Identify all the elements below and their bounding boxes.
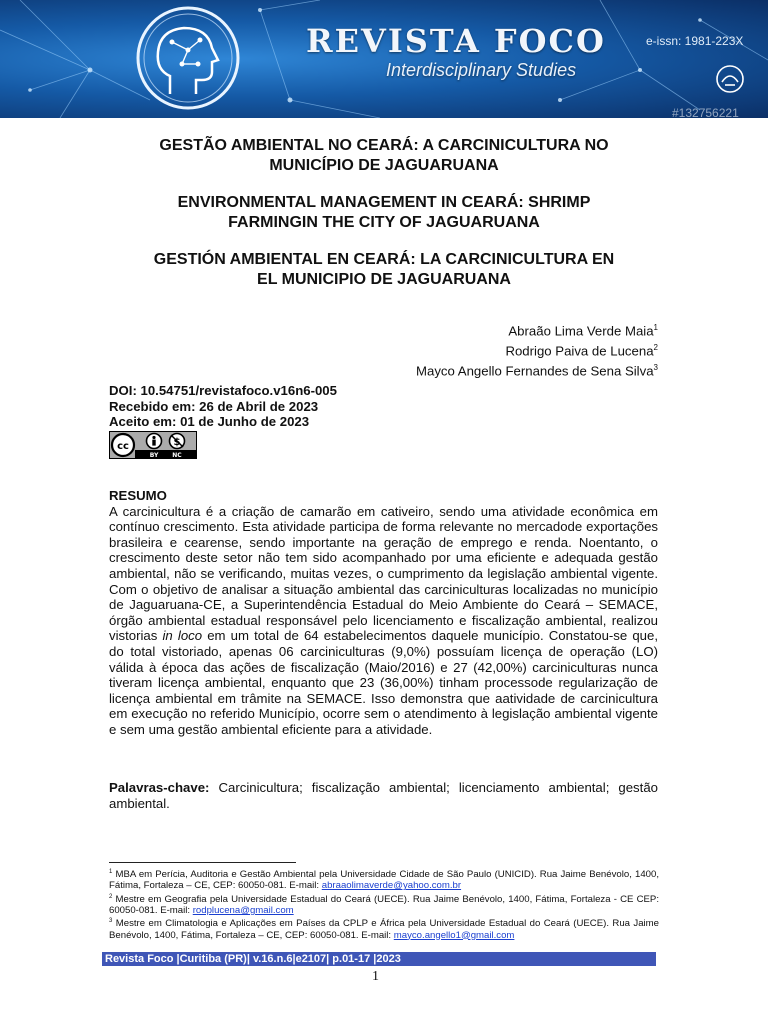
- license-nc-label: NC: [172, 452, 182, 459]
- title-spanish: [108, 250, 660, 290]
- svg-text:$: $: [173, 437, 181, 448]
- email-link-1[interactable]: abraaolimaverde@yahoo.com.br: [321, 880, 462, 892]
- title-es-line2: EL MUNICIPIO DE JAGUARUANA: [257, 271, 511, 288]
- title-es-line1: GESTIÓN AMBIENTAL EN CEARÁ: LA CARCINICULTURA EN: [153, 251, 615, 268]
- article-info: [109, 383, 337, 430]
- received-date: Recebido em: 26 de Abril de 2023: [109, 398, 319, 414]
- abstract-heading: RESUMO: [109, 488, 167, 503]
- author-3: Mayco Angello Fernandes de Sena Silva$^3$: [416, 362, 658, 379]
- abstract-text: A carcinicultura é a criação de camarão em cativeiro, sendo uma atividade econômica em contínuo crescimento. Esta atividade participa de forma relevante no mercadode exportações brasileira e cearense, sendo importante na geração de emprego e renda. Noentanto, o crescimento deste setor não tem sido acompanhado por uma eficiente e adequada gestão ambiental, não se verificando, muitas vezes, o cumprimento da legislação ambiental vigente. Com o objetivo de analisar a situação ambiental das carciniculturas localizadas no município de Jaguaruana-CE, a Superintendência Estadual do Meio Ambiente do Ceará – SEMACE, órgão ambiental estadual responsável pelo licenciamento e fiscalização ambiental, realizou vistorias in loco em um total de 64 estabelecimentos daquele município. Constatou-se que, do total vistoriado, apenas 06 carciniculturas (9,0%) possuíam licença de operação (LO) válida à época das ações de fiscalização (Maio/2016) e 27 (42,00%) carciniculturas nunca tiveram licença ambiental, enquanto que 23 (36,00%) tinham processode regularização de licença ambiental em trâmite na SEMACE. Isso demonstra que aatividade de carcinicultura em execução no referido Município, ocorre sem o atendimento à legislação ambiental vigente e sem uma gestão ambiental eficiente para a atividade.: [109, 503, 659, 737]
- title-pt-line1: GESTÃO AMBIENTAL NO CEARÁ: A CARCINICULTURA NO: [159, 137, 609, 154]
- email-link-3[interactable]: mayco.angello1@gmail.com: [393, 929, 515, 941]
- stock-watermark: #132756221: [672, 106, 739, 118]
- title-pt-line2: MUNICÍPIO DE JAGUARUANA: [269, 157, 499, 174]
- footnotes: [109, 867, 659, 941]
- author-2: Rodrigo Paiva de Lucena$^2$: [505, 342, 658, 359]
- journal-subtitle: Interdisciplinary Studies: [386, 60, 577, 80]
- title-portuguese: [108, 136, 660, 176]
- cc-by-nc-license-badge: [109, 431, 197, 459]
- journal-issn: e-issn: 1981-223X: [646, 34, 744, 48]
- author-1: Abraão Lima Verde Maia$^1$: [508, 323, 658, 339]
- doi: DOI: 10.54751/revistafoco.v16n6-005: [109, 383, 337, 398]
- brain-head-logo: [118, 2, 268, 116]
- abstract-section: [109, 488, 658, 738]
- title-en-line2: FARMINGIN THE CITY OF JAGUARUANA: [228, 214, 540, 231]
- citation-footer: Revista Foco |Curitiba (PR)| v.16.n.6|e2107| p.01-17 |2023: [102, 952, 656, 966]
- footnote-2: $^2$ Mestre em Geografia pela Universidade Estadual do Ceará (UECE). Rua Jaime Benévolo, 1400, Fátima, Fortaleza - CE CEP: 60050-081. E-mail: rodplucena@gmail.com: [109, 893, 659, 916]
- keywords-text: Carcinicultura; fiscalização ambiental; licenciamento ambiental; gestão ambiental.: [109, 780, 658, 811]
- footnote-separator: [109, 862, 296, 863]
- journal-name: REVISTA FOCO: [306, 22, 606, 60]
- journal-banner: [0, 0, 768, 118]
- svg-text:cc: cc: [117, 441, 129, 452]
- page-number: 1: [372, 969, 379, 984]
- keywords: [109, 780, 658, 811]
- author-list: [416, 320, 658, 380]
- title-en-line1: ENVIRONMENTAL MANAGEMENT IN CEARÁ: SHRIMP: [177, 194, 591, 211]
- title-english: [108, 193, 660, 233]
- accepted-date: Aceito em: 01 de Junho de 2023: [109, 414, 310, 429]
- license-by-label: BY: [149, 452, 159, 459]
- article-titles: [108, 136, 660, 307]
- footnote-3: $^3$ Mestre em Climatologia e Aplicações em Países da CPLP e África pela Universidade Estadual do Ceará (UECE). Rua Jaime Benévolo, 1400, Fátima, Fortaleza – CE, CEP: 60050-081. E-mail: mayco.angello1@gmail.com: [109, 918, 659, 941]
- open-access-icon: [714, 64, 746, 94]
- footnote-1: $^1$ MBA em Perícia, Auditoria e Gestão Ambiental pela Universidade Cidade de São Paulo (UNICID). Rua Jaime Benévolo, 1400, Fátima, Fortaleza – CE, CEP: 60050-081. E-mail: abraaolimaverde@yahoo.com.br: [109, 869, 659, 892]
- email-link-2[interactable]: rodplucena@gmail.com: [192, 904, 294, 916]
- keywords-label: Palavras-chave:: [109, 780, 210, 795]
